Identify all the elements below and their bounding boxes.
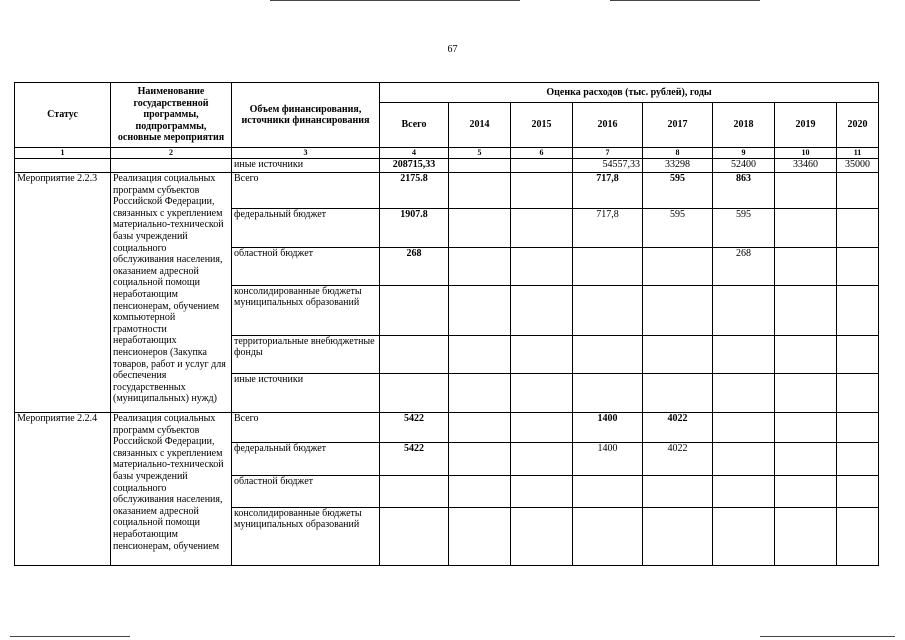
column-number: 2	[111, 148, 232, 159]
total-value: 208715,33	[380, 159, 449, 173]
year-value: 4022	[643, 443, 713, 476]
header-estimate: Оценка расходов (тыс. рублей), годы	[380, 83, 879, 103]
year-value	[449, 413, 511, 443]
year-value	[713, 476, 775, 508]
total-value: 5422	[380, 443, 449, 476]
header-total: Всего	[380, 103, 449, 148]
year-value	[713, 374, 775, 413]
total-value	[380, 476, 449, 508]
year-value	[713, 336, 775, 374]
year-value	[643, 336, 713, 374]
header-name: Наименование государственной программы, подпрограммы, основные мероприятия	[111, 83, 232, 148]
funding-source: консолидированные бюджеты муниципальных образований	[232, 286, 380, 336]
year-value: 1400	[573, 413, 643, 443]
year-value: 1400	[573, 443, 643, 476]
funding-source: иные источники	[232, 374, 380, 413]
year-value	[449, 443, 511, 476]
year-value: 33298	[643, 159, 713, 173]
year-value	[837, 413, 879, 443]
year-value	[573, 286, 643, 336]
year-value	[643, 248, 713, 286]
year-value	[837, 173, 879, 209]
year-value	[837, 286, 879, 336]
year-value	[837, 336, 879, 374]
column-number-row	[15, 148, 879, 159]
year-value: 52400	[713, 159, 775, 173]
measure-description: Реализация социальных программ субъектов Российской Федерации, связанных с укреплением материально-технической базы учреждений социального обслуживания населения, оказанием адресной социальной помощи неработающим пенсионерам, обучением	[111, 413, 232, 566]
year-value	[713, 443, 775, 476]
measure-row	[15, 413, 879, 443]
total-value	[380, 508, 449, 566]
year-value	[573, 374, 643, 413]
year-value	[775, 248, 837, 286]
header-funding: Объем финансирования, источники финансирования	[232, 83, 380, 148]
year-value	[511, 286, 573, 336]
year-value	[775, 413, 837, 443]
year-value	[643, 476, 713, 508]
year-value	[713, 413, 775, 443]
year-value	[837, 508, 879, 566]
year-value	[573, 248, 643, 286]
year-value	[775, 173, 837, 209]
carry-row	[15, 159, 879, 173]
total-value: 2175.8	[380, 173, 449, 209]
year-value	[775, 508, 837, 566]
column-number: 7	[573, 148, 643, 159]
funding-source: территориальные внебюджетные фонды	[232, 336, 380, 374]
year-value	[775, 286, 837, 336]
year-value	[837, 374, 879, 413]
header-year: 2015	[511, 103, 573, 148]
year-value: 595	[643, 173, 713, 209]
year-value	[449, 209, 511, 248]
year-value	[449, 336, 511, 374]
column-number: 3	[232, 148, 380, 159]
year-value	[511, 508, 573, 566]
header-year: 2018	[713, 103, 775, 148]
year-value	[511, 159, 573, 173]
year-value	[713, 508, 775, 566]
year-value	[573, 508, 643, 566]
funding-source: консолидированные бюджеты муниципальных образований	[232, 508, 380, 566]
year-value	[511, 374, 573, 413]
year-value	[837, 209, 879, 248]
year-value	[573, 476, 643, 508]
funding-source: иные источники	[232, 159, 380, 173]
measure-row	[15, 173, 879, 209]
year-value	[713, 286, 775, 336]
year-value: 54557,33	[573, 159, 643, 173]
column-number: 5	[449, 148, 511, 159]
year-value	[511, 209, 573, 248]
year-value	[573, 336, 643, 374]
year-value	[449, 286, 511, 336]
column-number: 9	[713, 148, 775, 159]
year-value: 717,8	[573, 173, 643, 209]
page-number: 67	[447, 44, 458, 55]
scan-edge-line	[760, 636, 895, 637]
column-number: 8	[643, 148, 713, 159]
measure-status: Мероприятие 2.2.3	[15, 173, 111, 413]
total-value	[380, 336, 449, 374]
year-value: 863	[713, 173, 775, 209]
year-value	[837, 443, 879, 476]
header-status: Статус	[15, 83, 111, 148]
total-value	[380, 286, 449, 336]
measure-status: Мероприятие 2.2.4	[15, 413, 111, 566]
budget-table	[14, 82, 879, 566]
column-number: 1	[15, 148, 111, 159]
year-value	[775, 374, 837, 413]
column-number: 11	[837, 148, 879, 159]
year-value	[643, 508, 713, 566]
year-value	[449, 508, 511, 566]
funding-source: федеральный бюджет	[232, 443, 380, 476]
description-cell	[111, 159, 232, 173]
funding-source: областной бюджет	[232, 476, 380, 508]
year-value	[775, 336, 837, 374]
year-value	[775, 443, 837, 476]
header-year: 2016	[573, 103, 643, 148]
year-value	[449, 476, 511, 508]
header-year: 2017	[643, 103, 713, 148]
year-value	[511, 476, 573, 508]
year-value	[511, 336, 573, 374]
scan-edge-line	[10, 636, 130, 637]
year-value	[775, 209, 837, 248]
year-value: 35000	[837, 159, 879, 173]
scan-edge-line	[610, 0, 760, 1]
year-value	[511, 413, 573, 443]
year-value: 717,8	[573, 209, 643, 248]
header-year: 2019	[775, 103, 837, 148]
year-value: 268	[713, 248, 775, 286]
funding-source: областной бюджет	[232, 248, 380, 286]
total-value: 268	[380, 248, 449, 286]
scan-edge-line	[270, 0, 520, 1]
year-value	[643, 374, 713, 413]
year-value	[837, 476, 879, 508]
year-value: 33460	[775, 159, 837, 173]
header-year: 2014	[449, 103, 511, 148]
year-value	[449, 173, 511, 209]
year-value	[449, 248, 511, 286]
year-value	[511, 443, 573, 476]
year-value: 4022	[643, 413, 713, 443]
total-value	[380, 374, 449, 413]
header-year: 2020	[837, 103, 879, 148]
year-value	[511, 173, 573, 209]
funding-source: Всего	[232, 413, 380, 443]
column-number: 4	[380, 148, 449, 159]
column-number: 6	[511, 148, 573, 159]
measure-description: Реализация социальных программ субъектов Российской Федерации, связанных с укреплением материально-технической базы учреждений социального обслуживания населения, оказанием адресной социальной помощи неработающим пенсионерам, обучением компьютерной грамотности неработающих пенсионеров (Закупка товаров, работ и услуг для обеспечения государственных (муниципальных) нужд)	[111, 173, 232, 413]
status-cell	[15, 159, 111, 173]
year-value	[449, 374, 511, 413]
funding-source: федеральный бюджет	[232, 209, 380, 248]
total-value: 5422	[380, 413, 449, 443]
year-value	[449, 159, 511, 173]
year-value: 595	[643, 209, 713, 248]
total-value: 1907.8	[380, 209, 449, 248]
funding-source: Всего	[232, 173, 380, 209]
year-value	[775, 476, 837, 508]
column-number: 10	[775, 148, 837, 159]
year-value	[837, 248, 879, 286]
year-value: 595	[713, 209, 775, 248]
year-value	[511, 248, 573, 286]
year-value	[643, 286, 713, 336]
